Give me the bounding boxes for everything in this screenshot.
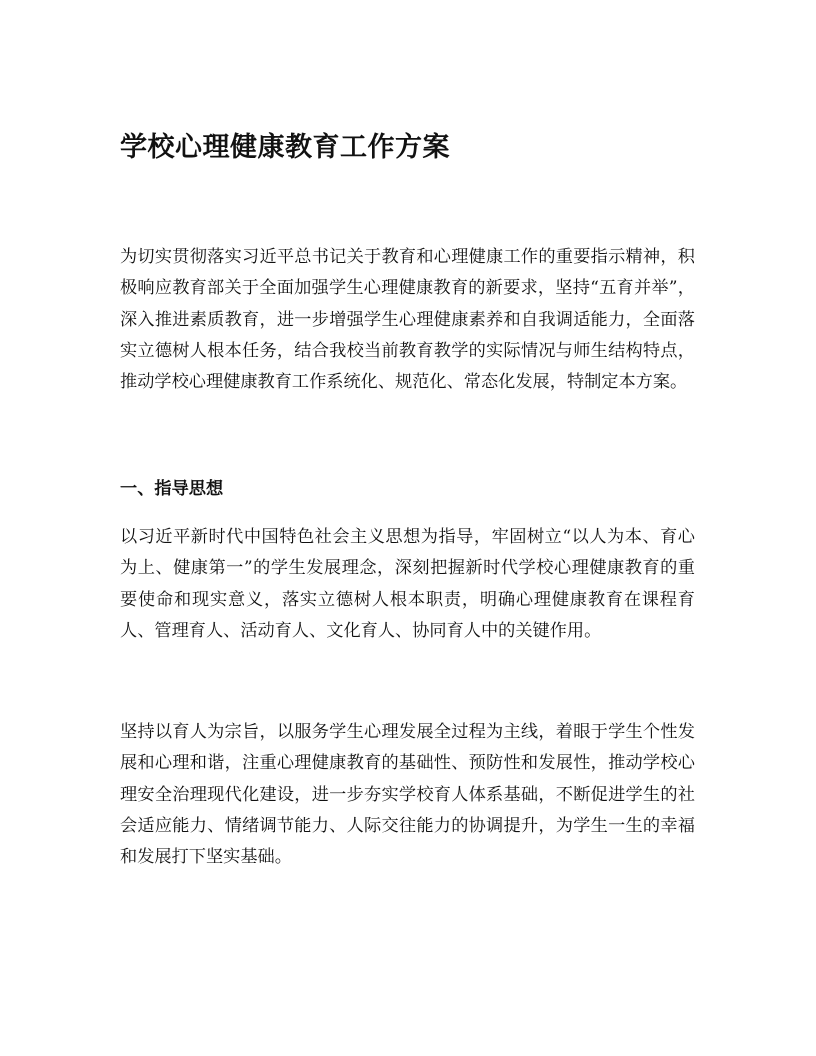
section-paragraph-2: 坚持以育人为宗旨，以服务学生心理发展全过程为主线，着眼于学生个性发展和心理和谐，注重心理健康教育的基础性、预防性和发展性，推动学校心理安全治理现代化建设，进一步夯实学校育人体系基础，不断促进学生的社会适应能力、情绪调节能力、人际交往能力的协调提升，为学生一生的幸福和发展打下坚实基础。 — [120, 722, 695, 868]
section-heading-guiding-ideology: 一、指导思想 — [120, 479, 224, 499]
document-title: 学校心理健康教育工作方案 — [120, 132, 450, 163]
section-paragraph-1: 以习近平新时代中国特色社会主义思想为指导，牢固树立“以人为本、育心为上、健康第一”的学生发展理念，深刻把握新时代学校心理健康教育的重要使命和现实意义，落实立德树人根本职责，明确心理健康教育在课程育人、管理育人、活动育人、文化育人、协同育人中的关键作用。 — [120, 527, 695, 641]
intro-paragraph: 为切实贯彻落实习近平总书记关于教育和心理健康工作的重要指示精神，积极响应教育部关于全面加强学生心理健康教育的新要求，坚持“五育并举”，深入推进素质教育，进一步增强学生心理健康素养和自我调适能力，全面落实立德树人根本任务，结合我校当前教育教学的实际情况与师生结构特点，推动学校心理健康教育工作系统化、规范化、常态化发展，特制定本方案。 — [120, 247, 695, 393]
